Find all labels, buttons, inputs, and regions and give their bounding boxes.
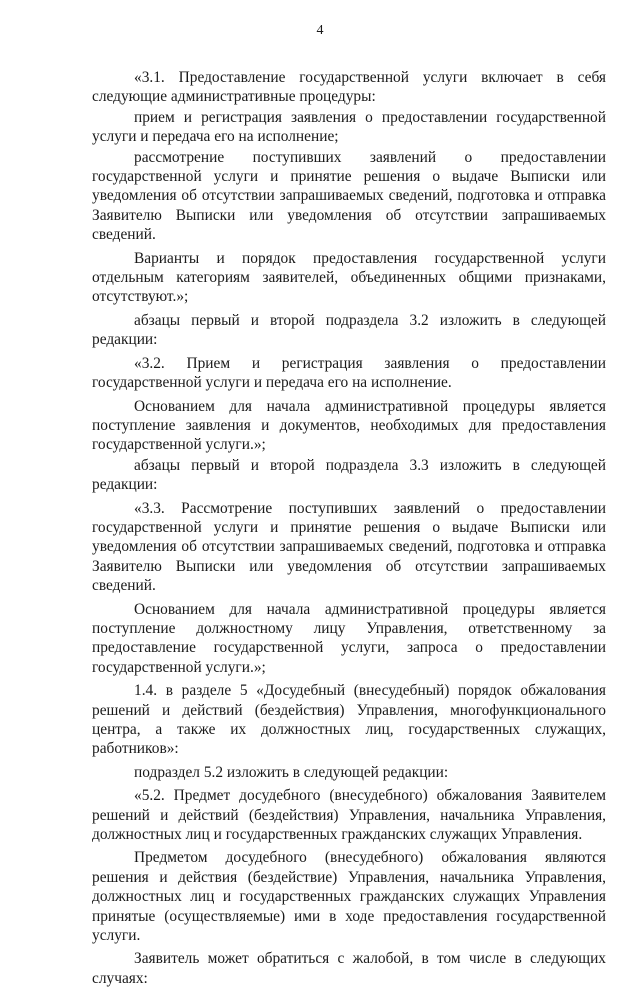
- paragraph-complaint-cases: Заявитель может обратиться с жалобой, в том числе в следующих случаях:: [92, 950, 606, 987]
- paragraph-3-3: «3.3. Рассмотрение поступивших заявлений о предоставлении государственной услуги и принятие решения о выдаче Выписки или уведомления об отсутствии запрашиваемых сведений, подготовка и отправка Заявителю Выписки или уведомления об отсутствии запрашиваемых сведений.: [92, 499, 606, 595]
- paragraph-variants: Варианты и порядок предоставления государственной услуги отдельным категориям заявителей, объединенных общими признаками, отсутствуют.»;: [92, 249, 606, 306]
- paragraph-3-2-basis: Основанием для начала административной процедуры является поступление заявления и документов, необходимых для предоставления государственной услуги.»;: [92, 397, 606, 454]
- paragraph-3-3-basis: Основанием для начала административной процедуры является поступление должностному лицу Управления, ответственному за предоставление государственной услуги, запроса о предоставлении государственной услуги.»;: [92, 600, 606, 676]
- paragraph-5-2-subject: Предметом досудебного (внесудебного) обжалования являются решения и действия (бездействие) Управления, начальника Управления, должностных лиц и государственных гражданских служащих Управления принятые (осуществляемые) ими в ходе предоставления государственной услуги.: [92, 849, 606, 945]
- paragraph-5-2: «5.2. Предмет досудебного (внесудебного) обжалования Заявителем решений и действий (бездействия) Управления, начальника Управления, должностных лиц и государственных гражданских служащих Управления.: [92, 787, 606, 844]
- document-body: [92, 68, 606, 989]
- paragraph-amend-3-2: абзацы первый и второй подраздела 3.2 изложить в следующей редакции:: [92, 311, 606, 349]
- page-number: 4: [316, 23, 324, 38]
- paragraph-amend-3-3: абзацы первый и второй подраздела 3.3 изложить в следующей редакции:: [92, 456, 606, 494]
- paragraph-3-2: «3.2. Прием и регистрация заявления о предоставлении государственной услуги и передача его на исполнение.: [92, 354, 606, 392]
- paragraph-amend-5-2: подраздел 5.2 изложить в следующей редакции:: [134, 763, 449, 781]
- paragraph-procedure-review: рассмотрение поступивших заявлений о предоставлении государственной услуги и принятие решения о выдаче Выписки или уведомления об отсутствии запрашиваемых сведений, подготовка и отправка Заявителю Выписки или уведомления об отсутствии запрашиваемых сведений.: [92, 148, 606, 244]
- paragraph-procedure-reception: прием и регистрация заявления о предоставлении государственной услуги и передача его на исполнение;: [92, 108, 606, 146]
- paragraph-3-1: «3.1. Предоставление государственной услуги включает в себя следующие административные процедуры:: [92, 69, 606, 106]
- paragraph-1-4: 1.4. в разделе 5 «Досудебный (внесудебный) порядок обжалования решений и действий (бездействия) Управления, многофункционального центра, а также их должностных лиц, государственных служащих, работников»:: [92, 682, 606, 758]
